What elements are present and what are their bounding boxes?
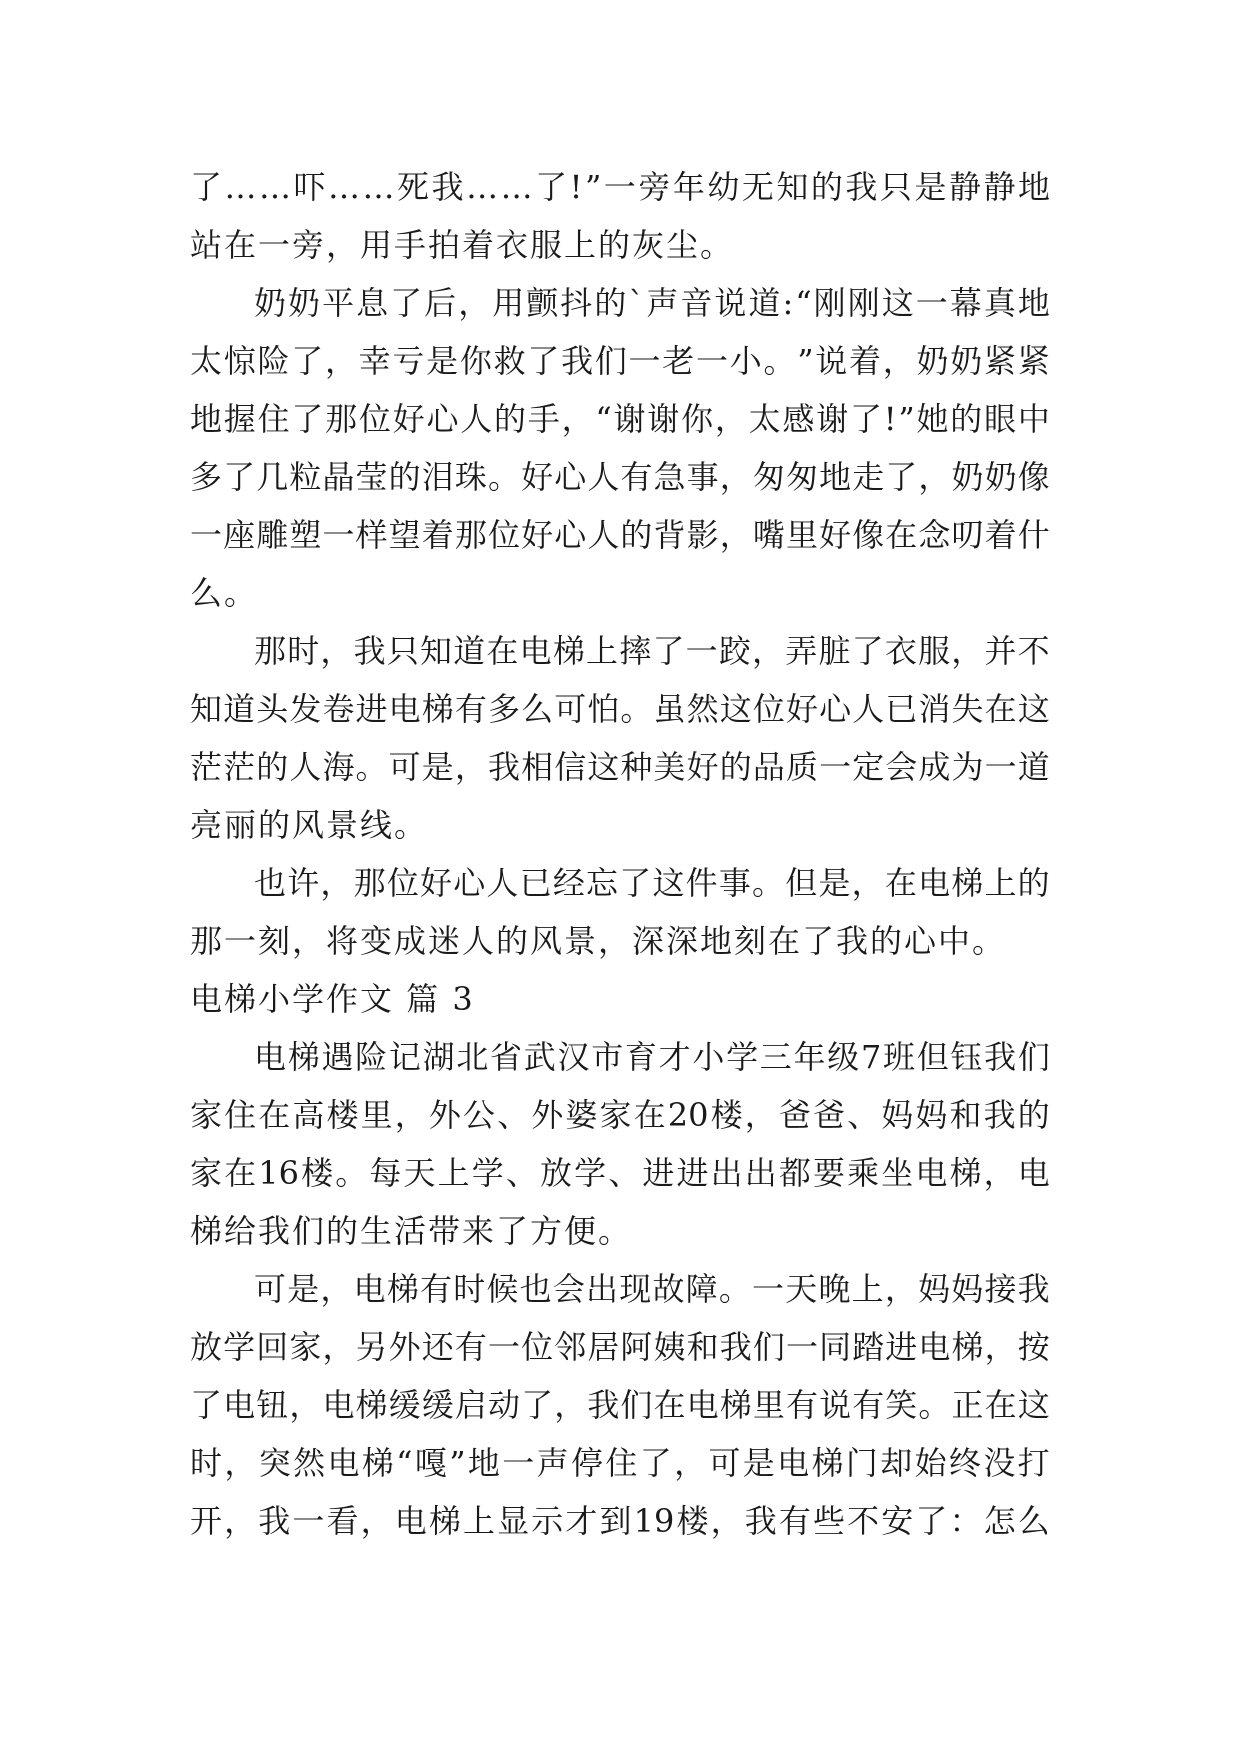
text-line: 开 ， 我 一 看 ， 电 梯 上 显 示 才 到 19 楼 ， 我 有 些 不 安 了 ： 怎 么	[190, 1502, 1050, 1540]
text-line: 亮丽的风景线。	[190, 806, 429, 844]
text-line: 可 是 ， 电 梯 有 时 候 也 会 出 现 故 障 。 一 天 晚 上 ， 妈 妈 接 我	[254, 1270, 1050, 1308]
text-line: 梯给我们的生活带来了方便。	[190, 1212, 633, 1250]
text-line: 奶 奶 平 息 了 后 ， 用 颤 抖 的 ` 声 音 说 道 : “ 刚 刚 这 一 幕 真 地	[254, 284, 1050, 322]
text-line: 多 了 几 粒 晶 莹 的 泪 珠 。 好 心 人 有 急 事 ， 匆 匆 地 走 了 ， 奶 奶 像	[190, 458, 1050, 496]
text-line: 茫 茫 的 人 海 。 可 是 ， 我 相 信 这 种 美 好 的 品 质 一 定 会 成 为 一 道	[190, 748, 1050, 786]
text-line: 放 学 回 家 ， 另 外 还 有 一 位 邻 居 阿 姨 和 我 们 一 同 踏 进 电 梯 ， 按	[190, 1328, 1050, 1366]
text-line: 电 梯 遇 险 记 湖 北 省 武 汉 市 育 才 小 学 三 年 级 7 班 但 钰 我 们	[254, 1038, 1050, 1076]
text-line: 了 电 钮 ， 电 梯 缓 缓 启 动 了 ， 我 们 在 电 梯 里 有 说 有 笑 。 正 在 这	[190, 1386, 1050, 1424]
text-line: 知 道 头 发 卷 进 电 梯 有 多 么 可 怕 。 虽 然 这 位 好 心 人 已 消 失 在 这	[190, 690, 1050, 728]
text-line: 家 住 在 高 楼 里 ， 外 公 、 外 婆 家 在 20 楼 ， 爸 爸 、 妈 妈 和 我 的	[190, 1096, 1050, 1134]
text-line: 时 ， 突 然 电 梯 “ 嘎 ” 地 一 声 停 住 了 ， 可 是 电 梯 门 却 始 终 没 打	[190, 1444, 1050, 1482]
text-line: 地 握 住 了 那 位 好 心 人 的 手 ， “ 谢 谢 你 ， 太 感 谢 了 ! ” 她 的 眼 中	[190, 400, 1050, 438]
document-body	[190, 158, 1050, 1550]
text-line: 了 … … 吓 … … 死 我 … … 了 ! ” 一 旁 年 幼 无 知 的 我 只 是 静 静 地	[190, 168, 1050, 206]
text-line: 也 许 ， 那 位 好 心 人 已 经 忘 了 这 件 事 。 但 是 ， 在 电 梯 上 的	[254, 864, 1050, 902]
text-line: 那 时 ， 我 只 知 道 在 电 梯 上 摔 了 一 跤 ， 弄 脏 了 衣 服 ， 并 不	[254, 632, 1050, 670]
text-line: 么。	[190, 574, 259, 612]
text-line: 站在一旁，用手拍着衣服上的灰尘。	[190, 226, 735, 264]
text-line: 一 座 雕 塑 一 样 望 着 那 位 好 心 人 的 背 影 ， 嘴 里 好 像 在 念 叨 着 什	[190, 516, 1050, 554]
text-line: 太 惊 险 了 ， 幸 亏 是 你 救 了 我 们 一 老 一 小 。 ” 说 着 ， 奶 奶 紧 紧	[190, 342, 1050, 380]
text-line: 家 在 16 楼 。 每 天 上 学 、 放 学 、 进 进 出 出 都 要 乘 坐 电 梯 ， 电	[190, 1154, 1050, 1192]
section-heading: 电梯小学作文 篇 3	[190, 980, 475, 1018]
text-line: 那一刻，将变成迷人的风景，深深地刻在了我的心中。	[190, 922, 1007, 960]
